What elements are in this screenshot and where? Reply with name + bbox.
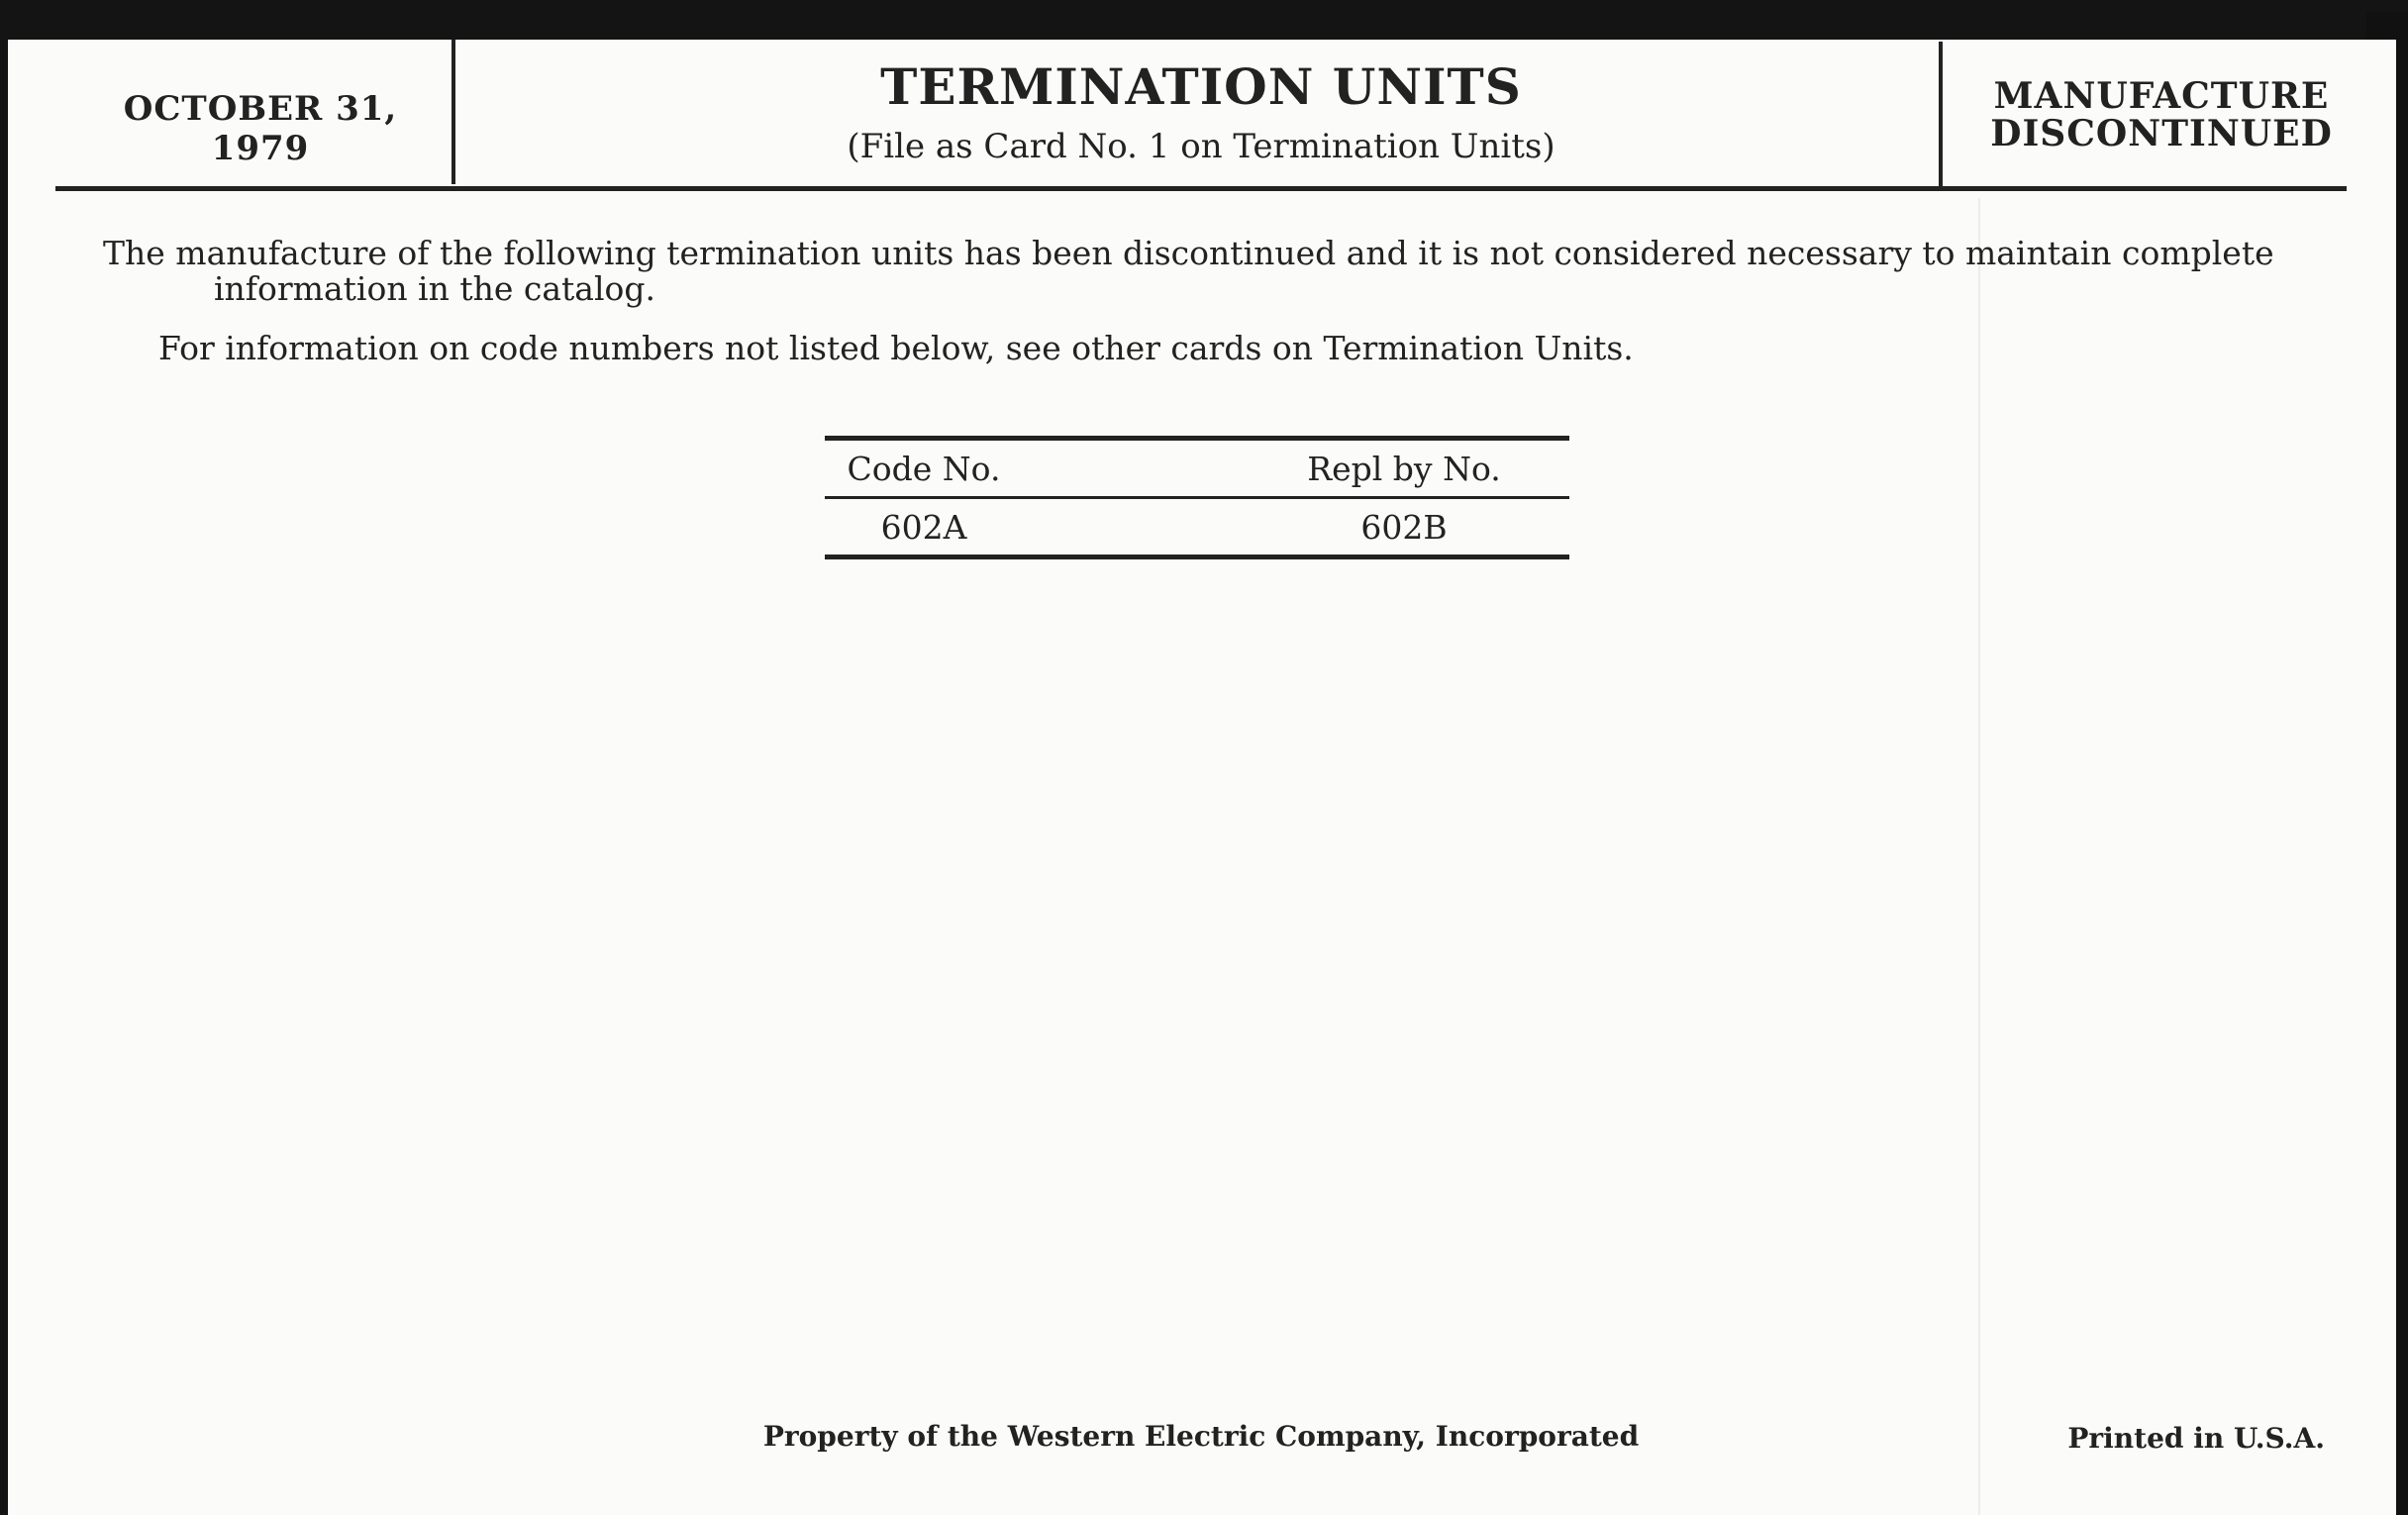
cell-repl-by-no: 602B <box>1360 507 1448 547</box>
header-divider-right <box>1939 42 1943 188</box>
intro-line-2: information in the catalog. <box>214 269 656 308</box>
status-label <box>1963 77 2359 152</box>
status-line-1: MANUFACTURE <box>1993 75 2330 117</box>
card-subtitle: (File as Card No. 1 on Termination Units) <box>847 127 1555 166</box>
header-divider-left <box>452 40 455 184</box>
cell-code-no: 602A <box>880 507 967 547</box>
status-line-2: DISCONTINUED <box>1990 113 2333 154</box>
table-rule-bottom <box>825 555 1569 559</box>
intro-line-1: The manufacture of the following termination units has been discontinued and it is not considered necessary to maintain complete <box>103 234 2274 272</box>
replacement-table <box>825 436 1569 559</box>
printed-notice: Printed in U.S.A. <box>2067 1422 2325 1455</box>
header-code-no: Code No. <box>847 449 1001 488</box>
property-notice: Property of the Western Electric Company, Incorporated <box>762 1420 1640 1453</box>
card-date: OCTOBER 31, 1979 <box>123 89 398 168</box>
header-repl-by-no: Repl by No. <box>1307 449 1501 488</box>
card-fold-line <box>1978 198 1980 1515</box>
reference-paragraph: For information on code numbers not listed below, see other cards on Termination Units. <box>158 329 1634 367</box>
intro-paragraph <box>103 236 2341 307</box>
table-header-row <box>825 441 1569 496</box>
catalog-card <box>8 40 2396 1515</box>
card-title: TERMINATION UNITS <box>880 57 1522 116</box>
table-row <box>825 499 1569 555</box>
header-rule <box>55 186 2347 191</box>
